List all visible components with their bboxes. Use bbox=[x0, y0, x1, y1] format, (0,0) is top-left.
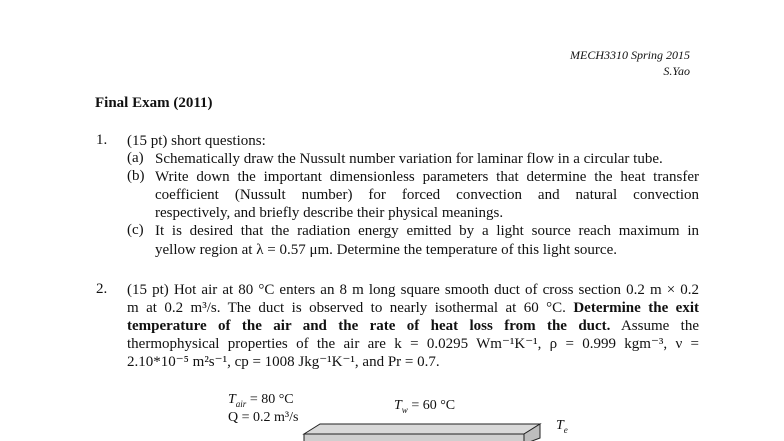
q2-line5: 2.10*10⁻⁵ m²s⁻¹, cp = 1008 Jkg⁻¹K⁻¹, and Pr = 0.7. bbox=[127, 354, 440, 370]
air-inlet-temp-value: = 80 °C bbox=[246, 392, 294, 407]
exit-subscript: e bbox=[563, 424, 568, 435]
q1-number: 1. bbox=[96, 132, 108, 148]
q1b-text-line2: coefficient (Nussult number) for forced convection and natural convection bbox=[155, 187, 699, 203]
q1b-text-line3: respectively, and briefly describe their physical meanings. bbox=[155, 205, 504, 221]
course-header: MECH3310 Spring 2015 bbox=[570, 48, 690, 62]
q2-line2 bbox=[127, 299, 699, 317]
q1b-text-line1: Write down the important dimensionless parameters that determine the heat transfer bbox=[155, 169, 699, 185]
q1a-text: Schematically draw the Nussult number variation for laminar flow in a circular tube. bbox=[155, 151, 663, 167]
q2-line3-plain: Assume the bbox=[620, 318, 699, 334]
wall-subscript: w bbox=[401, 404, 408, 415]
q2-line1: (15 pt) Hot air at 80 °C enters an 8 m long square smooth duct of cross section 0.2 m × 0.2 bbox=[127, 282, 699, 298]
q1a-label: (a) bbox=[127, 150, 144, 166]
q1c-text-line2: yellow region at λ = 0.57 μm. Determine the temperature of this light source. bbox=[155, 242, 617, 258]
duct-illustration bbox=[300, 418, 560, 441]
air-inlet-temp-label bbox=[228, 392, 294, 409]
wall-temp-value: = 60 °C bbox=[407, 398, 456, 413]
t-symbol: T bbox=[228, 392, 236, 407]
q1b-label: (b) bbox=[127, 168, 145, 184]
duct-front-face bbox=[304, 434, 524, 441]
q2-line2-plain: m at 0.2 m³/s. The duct is observed to nearly isothermal at 60 °C. bbox=[127, 300, 566, 316]
duct-top-face bbox=[304, 424, 540, 434]
wall-temp-label bbox=[394, 398, 455, 415]
q2-line4: thermophysical properties of the air are k = 0.0295 Wm⁻¹K⁻¹, ρ = 0.999 kgm⁻³, ν = bbox=[127, 336, 699, 352]
exam-title: Final Exam (2011) bbox=[95, 95, 213, 111]
q2-number: 2. bbox=[96, 281, 108, 297]
author-header: S.Yao bbox=[663, 64, 690, 78]
q2-line2-bold: Determine the exit bbox=[573, 300, 699, 316]
flow-rate-label: Q = 0.2 m³/s bbox=[228, 410, 299, 425]
q2-line3 bbox=[127, 317, 699, 335]
q2-line3-bold: temperature of the air and the rate of heat loss from the duct. bbox=[127, 318, 611, 334]
q1c-label: (c) bbox=[127, 222, 144, 238]
t-symbol: T bbox=[394, 398, 402, 413]
q1-intro: (15 pt) short questions: bbox=[127, 133, 266, 149]
q1c-text-line1: It is desired that the radiation energy emitted by a light source reach maximum in bbox=[155, 223, 699, 239]
air-subscript: air bbox=[235, 398, 247, 409]
t-symbol: T bbox=[556, 418, 564, 433]
